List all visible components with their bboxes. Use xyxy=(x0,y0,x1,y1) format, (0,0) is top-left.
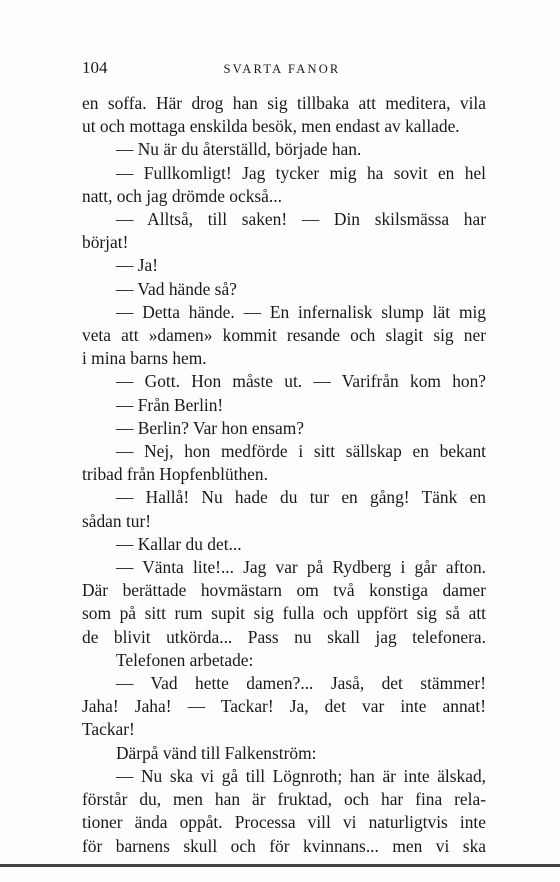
text-line: ut och mottaga enskilda besök, men endast av kallade. xyxy=(82,116,460,137)
text-line: — Kallar du det... xyxy=(116,533,242,554)
text-line: — Vad hette damen?... Jaså, det stämmer! xyxy=(116,673,486,694)
text-line: i mina barns hem. xyxy=(82,348,207,369)
text-line: natt, och jag drömde också... xyxy=(82,185,282,206)
text-line: Där berättade hovmästarn om två konstiga damer xyxy=(82,580,486,601)
text-line: — Hallå! Nu hade du tur en gång! Tänk en xyxy=(116,487,486,508)
text-line: en soffa. Här drog han sig tillbaka att meditera, vila xyxy=(82,93,486,113)
text-line: sådan tur! xyxy=(82,510,152,531)
page-header xyxy=(82,58,482,80)
text-line: — Nej, hon medförde i sitt sällskap en bekant xyxy=(116,441,486,462)
text-line: — Detta hände. — En infernalisk slump lät mig xyxy=(116,301,486,322)
text-line: — Nu är du återställd, började han. xyxy=(116,139,362,160)
text-line: — Alltså, till saken! — Din skilsmässa har xyxy=(116,209,486,230)
text-line: som på sitt rum supit sig fulla och uppfört sig så att xyxy=(82,603,486,624)
text-line: förstår du, men han är fruktad, och har fina rela- xyxy=(82,789,486,810)
text-line: för barnens skull och för kvinnans... men vi ska xyxy=(82,835,486,856)
text-line: Därpå vänd till Falkenström: xyxy=(116,742,317,763)
text-line: Jaha! Jaha! — Tackar! Ja, det var inte annat! xyxy=(82,696,486,717)
text-line: — Berlin? Var hon ensam? xyxy=(116,417,305,438)
text-line: Telefonen arbetade: xyxy=(116,649,254,670)
body-text xyxy=(82,92,486,858)
text-line: — Fullkomligt! Jag tycker mig ha sovit en hel xyxy=(116,162,486,183)
text-line: — Nu ska vi gå till Lögnroth; han är inte älskad, xyxy=(116,765,486,786)
text-line: veta att »damen» kommit resande och slagit sig ner xyxy=(82,325,486,346)
page-number: 104 xyxy=(82,58,108,77)
text-line: tribad från Hopfenblüthen. xyxy=(82,464,268,485)
text-line: börjat! xyxy=(82,232,129,253)
text-line: tioner ända oppåt. Processa vill vi naturligtvis inte xyxy=(82,812,486,833)
text-line: — Från Berlin! xyxy=(116,394,224,415)
running-title: SVARTA FANOR xyxy=(223,62,341,76)
text-line: — Gott. Hon måste ut. — Varifrån kom hon? xyxy=(116,371,486,392)
text-line: de blivit utkörda... Pass nu skall jag telefonera. xyxy=(82,626,486,647)
page-edge-line xyxy=(0,864,560,867)
text-line: Tackar! xyxy=(82,719,135,740)
text-line: — Vad hände så? xyxy=(116,278,237,299)
text-line: — Vänta lite!... Jag var på Rydberg i går afton. xyxy=(116,557,486,578)
text-line: — Ja! xyxy=(116,255,159,276)
